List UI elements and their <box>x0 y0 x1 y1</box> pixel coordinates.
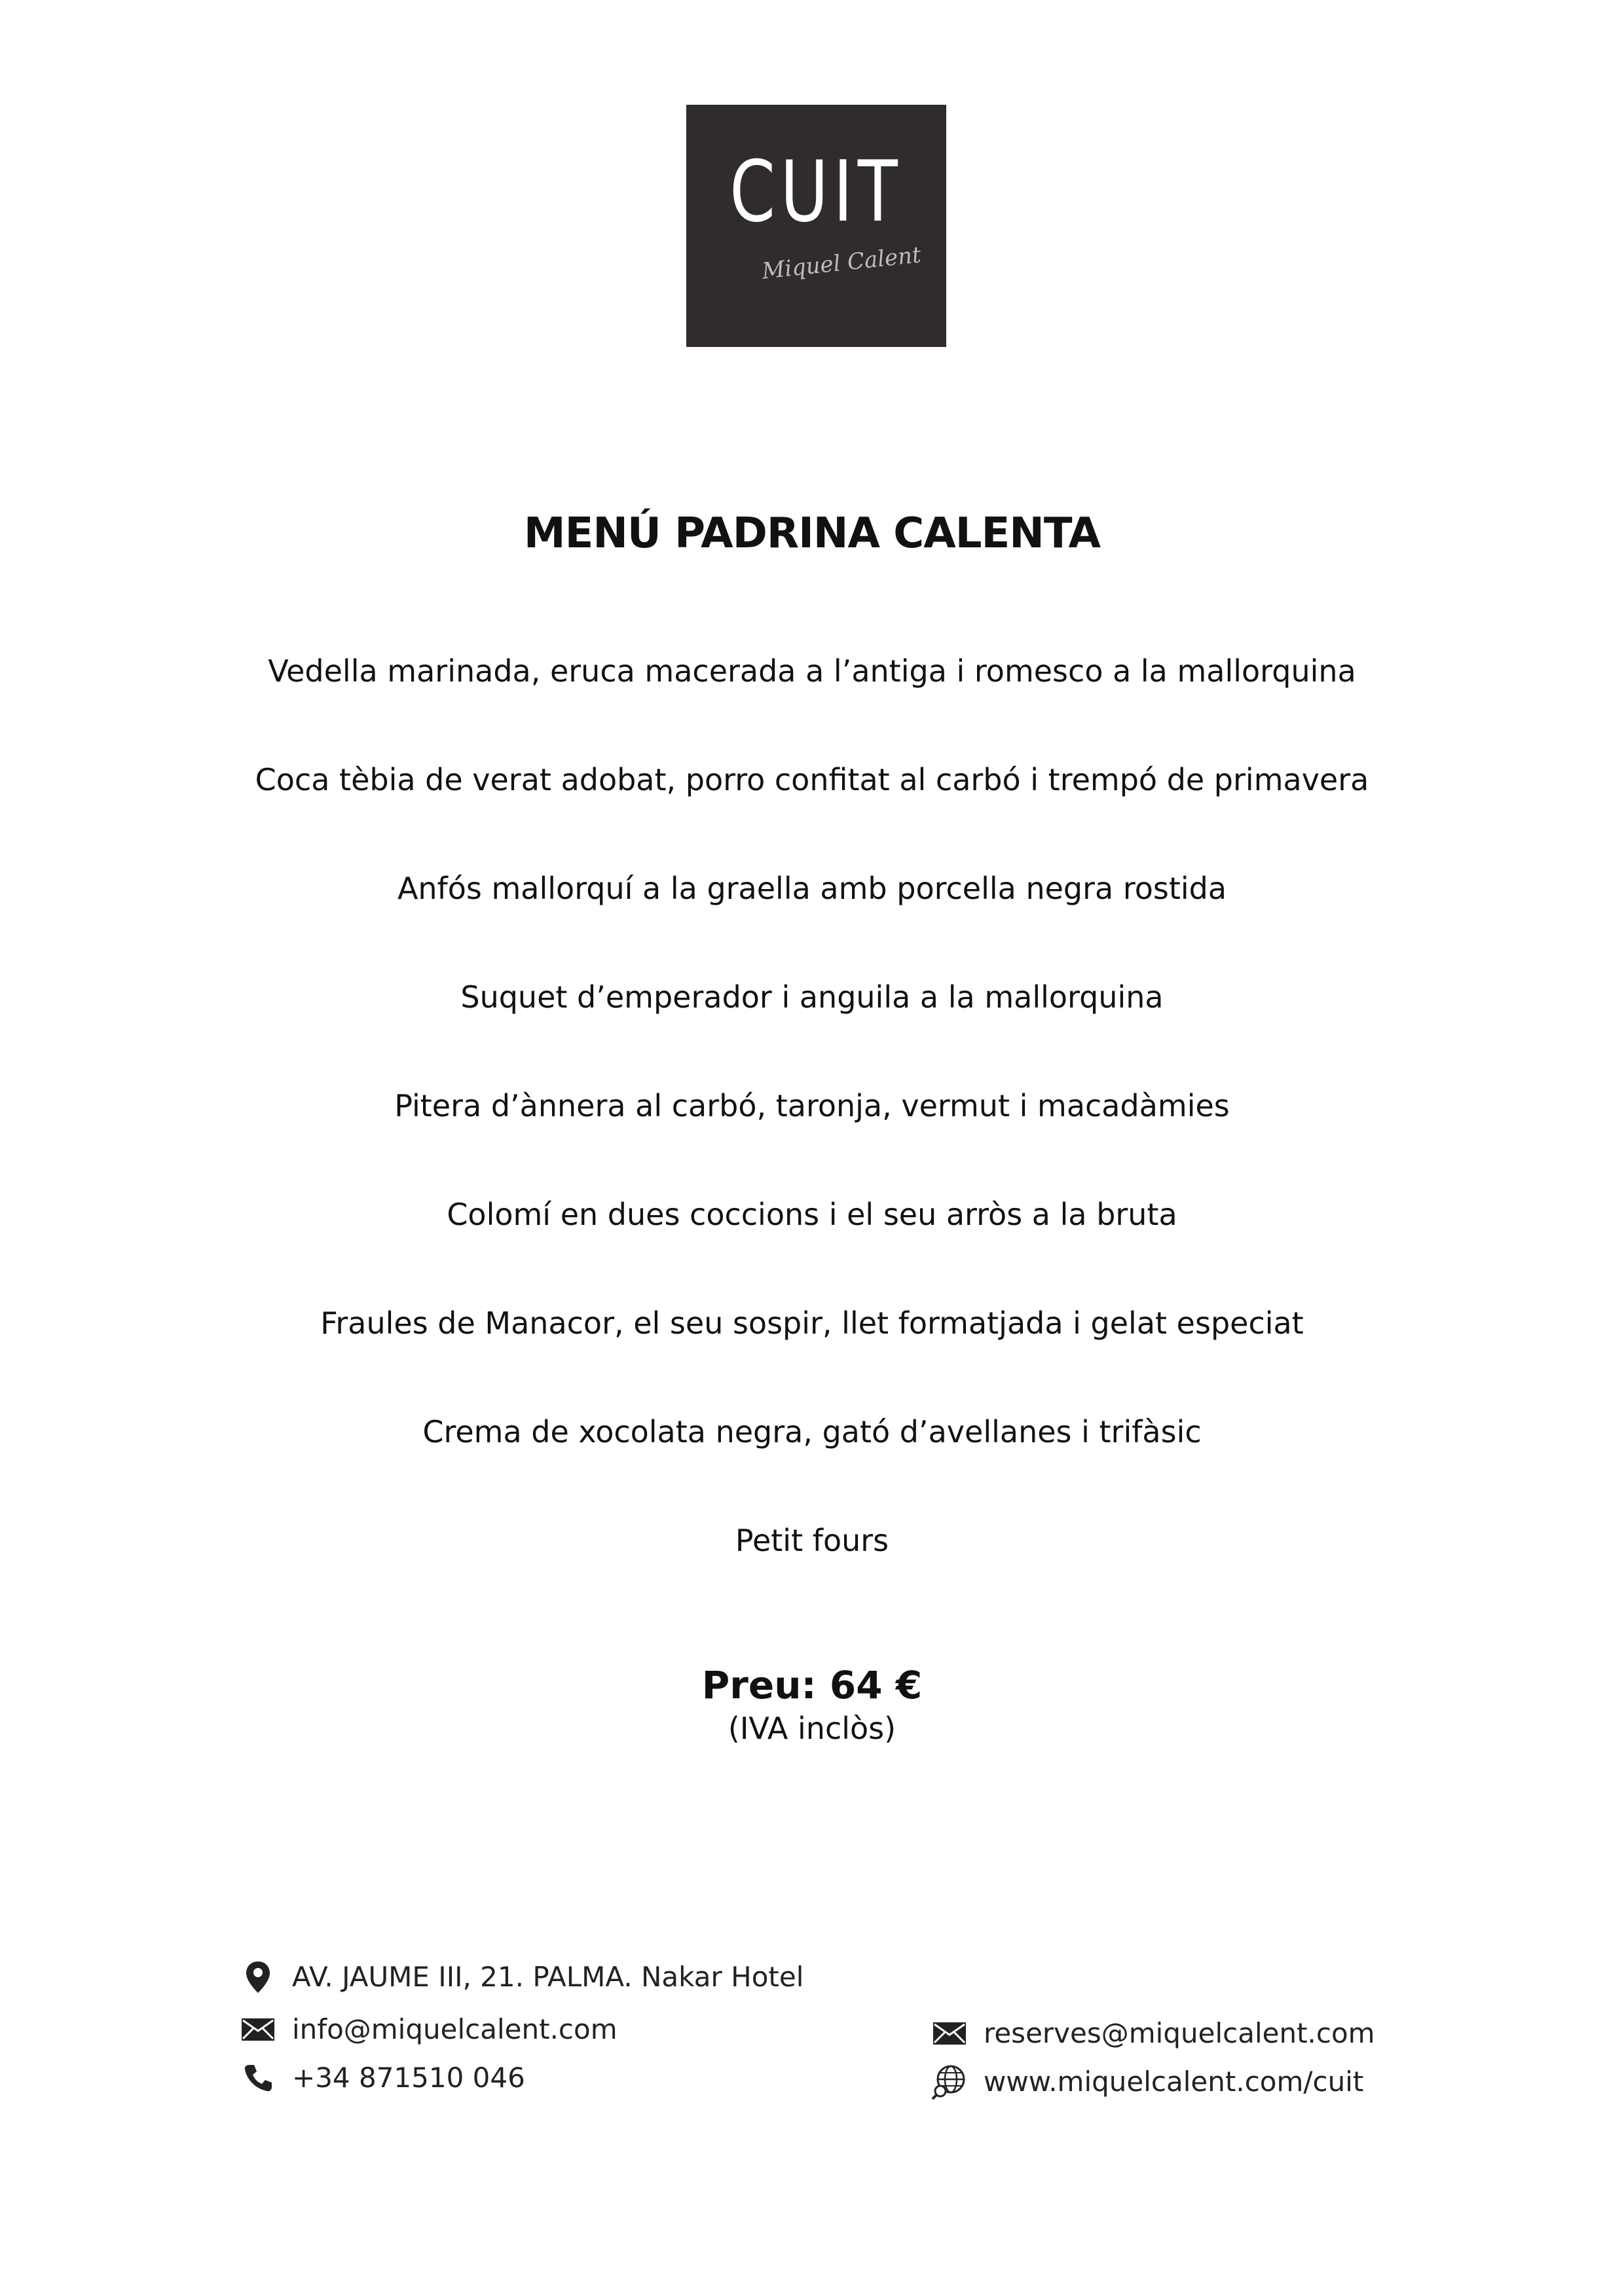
email-reserves-line[interactable] <box>931 2015 1375 2052</box>
globe-search-icon <box>931 2064 968 2100</box>
website-line[interactable] <box>931 2064 1363 2100</box>
course-item: Vedella marinada, eruca macerada a l’antiga i romesco a la mallorquina <box>268 653 1356 689</box>
course-item: Pitera d’ànnera al carbó, taronja, vermut i macadàmies <box>394 1088 1230 1123</box>
course-item: Coca tèbia de verat adobat, porro confitat al carbó i trempó de primavera <box>255 762 1369 797</box>
course-item: Petit fours <box>735 1523 889 1558</box>
location-pin-icon <box>240 1959 276 1995</box>
logo-wordmark: CUIT <box>729 143 903 241</box>
website-text[interactable]: www.miquelcalent.com/cuit <box>984 2066 1364 2098</box>
menu-title: MENÚ PADRINA CALENTA <box>523 509 1101 558</box>
address-text: AV. JAUME III, 21. PALMA. Nakar Hotel <box>292 1961 804 1993</box>
email-reserves-text[interactable]: reserves@miquelcalent.com <box>984 2017 1375 2049</box>
envelope-icon <box>931 2015 968 2052</box>
course-item: Anfós mallorquí a la graella amb porcella negra rostida <box>397 871 1227 906</box>
email-info-text[interactable]: info@miquelcalent.com <box>292 2013 618 2045</box>
vat-note: (IVA inclòs) <box>728 1711 896 1746</box>
course-item: Crema de xocolata negra, gató d’avellanes i trifàsic <box>422 1414 1202 1449</box>
menu-price: Preu: 64 € <box>701 1663 923 1707</box>
logo-signature: Miquel Calent <box>760 242 923 285</box>
brand-logo <box>686 105 946 347</box>
phone-icon <box>240 2060 276 2096</box>
course-item: Colomí en dues coccions i el seu arròs a la bruta <box>447 1197 1177 1232</box>
course-item: Fraules de Manacor, el seu sospir, llet formatjada i gelat especiat <box>320 1305 1304 1341</box>
envelope-icon <box>240 2011 276 2048</box>
email-info-line[interactable] <box>240 2011 618 2048</box>
course-item: Suquet d’emperador i anguila a la mallorquina <box>460 979 1164 1015</box>
phone-text[interactable]: +34 871510 046 <box>292 2062 525 2094</box>
phone-line[interactable] <box>240 2060 525 2096</box>
address-line <box>240 1959 803 1995</box>
